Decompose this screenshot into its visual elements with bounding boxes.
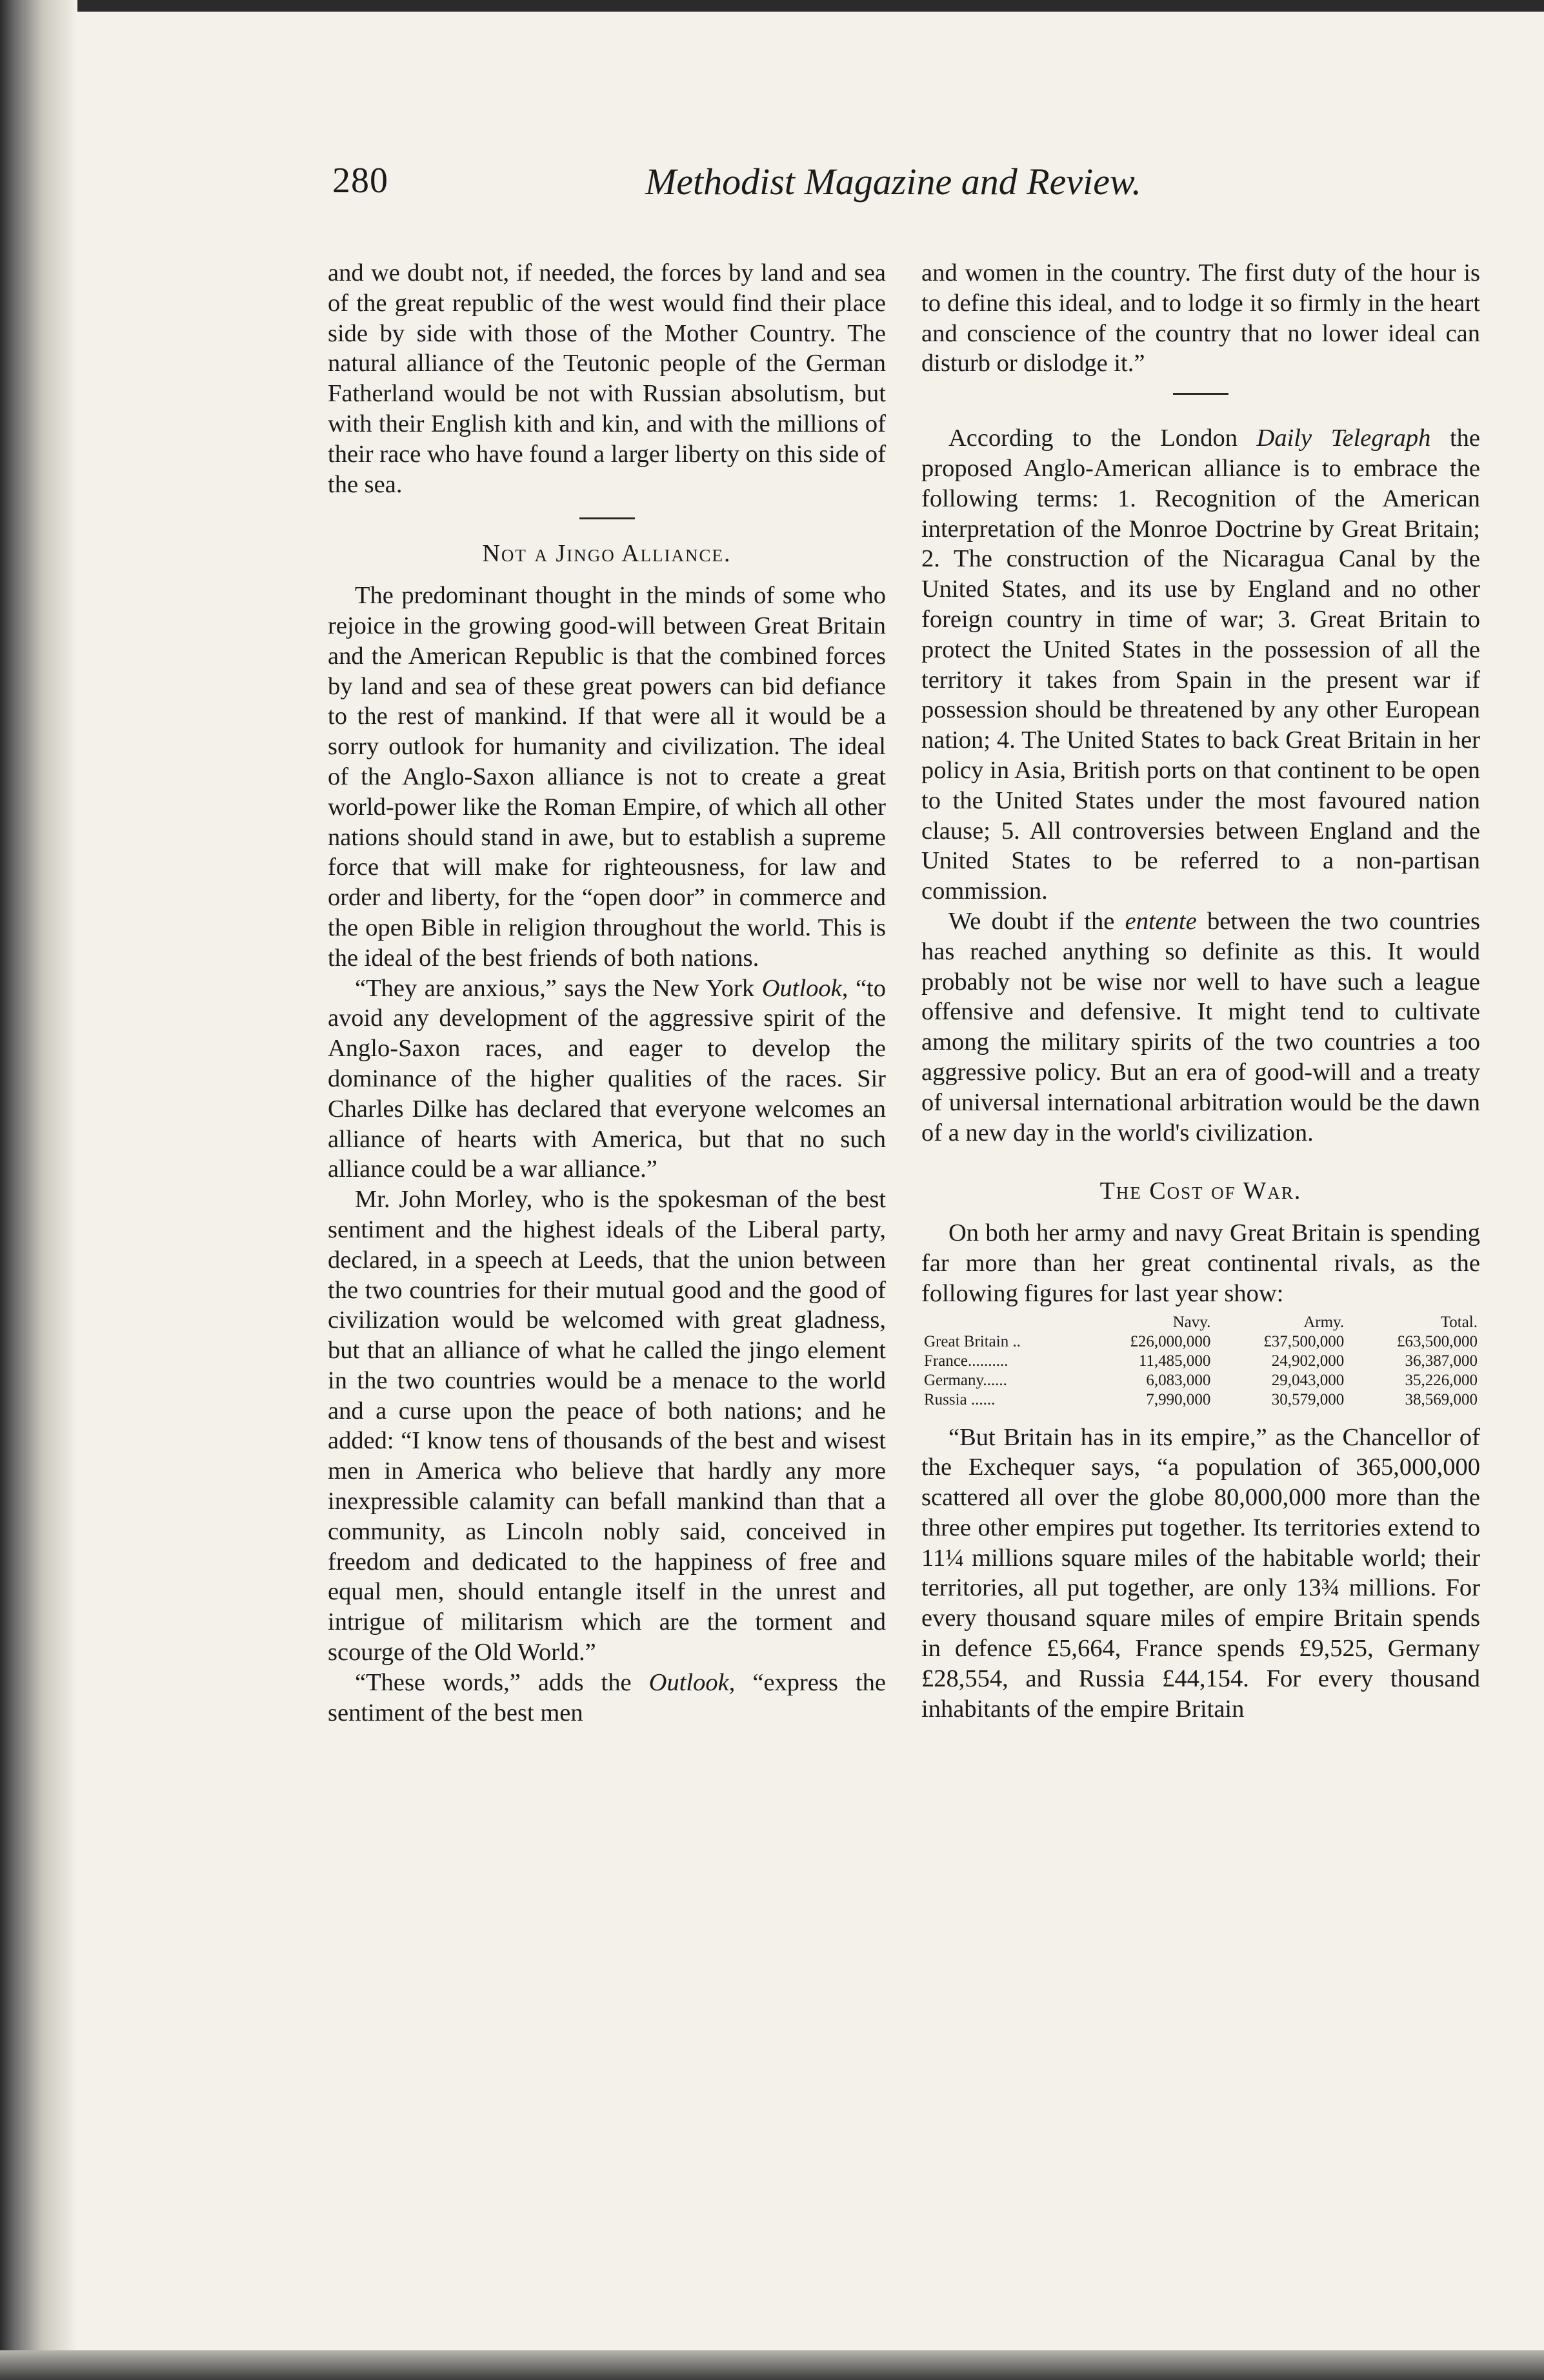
section-divider <box>1173 393 1228 395</box>
page-number: 280 <box>332 161 388 201</box>
table-cell: 11,485,000 <box>1138 1352 1211 1370</box>
paragraph: On both her army and navy Great Britain is spending far more than her great continental rivals, as the following figures for last year show: <box>921 1219 1480 1307</box>
table-row <box>921 1371 1480 1390</box>
book-binding-shadow <box>0 0 77 2380</box>
table-row <box>921 1390 1480 1410</box>
paragraph: The predominant thought in the minds of some who rejoice in the growing good-will between Great Britain and the American Republic is that the combined forces by land and sea of these great powers can bid defiance to the rest of mankind. If that were all it would be a sorry outlook for humanity and civilization. The ideal of the Anglo-Saxon alliance is not to create a great world-power like the Roman Empire, of which all other nations should stand in awe, but to establish a supreme force that will make for righteousness, for law and order and liberty, for the “open door” in commerce and the open Bible in religion throughout the world. This is the ideal of the best friends of both nations. <box>328 582 886 972</box>
section-heading-the-cost-of-war: The Cost of War. <box>1099 1177 1302 1205</box>
table-cell: £37,500,000 <box>1263 1332 1345 1350</box>
scan-bottom-edge <box>0 2350 1544 2380</box>
table-header-cell: Army. <box>1303 1313 1345 1331</box>
table-cell: Germany...... <box>924 1371 1007 1389</box>
table-row <box>921 1332 1480 1352</box>
table-cell: £26,000,000 <box>1130 1332 1211 1350</box>
paragraph: “These words,” adds the Outlook, “express the sentiment of the best men <box>328 1668 886 1726</box>
table-cell: 6,083,000 <box>1146 1371 1211 1389</box>
table-cell: 29,043,000 <box>1271 1371 1345 1389</box>
table-cell: 30,579,000 <box>1271 1390 1345 1408</box>
paragraph: “They are anxious,” says the New York Outlook, “to avoid any development of the aggressive spirit of the Anglo-Saxon races, and eager to develop the dominance of the higher qualities of the races. Sir Charles Dilke has declared that everyone welcomes an alliance of hearts with America, but that no such alliance could be a war alliance.” <box>328 974 887 1183</box>
table-cell: 24,902,000 <box>1271 1352 1345 1370</box>
table-cell: France.......... <box>924 1352 1008 1370</box>
table-cell: 36,387,000 <box>1405 1352 1478 1370</box>
table-cell: 7,990,000 <box>1146 1390 1211 1408</box>
table-header-cell: Total. <box>1440 1313 1478 1331</box>
running-title: Methodist Magazine and Review. <box>645 161 1141 203</box>
table-cell: Russia ...... <box>924 1390 996 1408</box>
paragraph: According to the London Daily Telegraph the proposed Anglo-American alliance is to embrace the following terms: 1. Recognition of the American interpretation of the Monroe Doctrine by Great Britain; 2. The construction of the Nicaragua Canal by the United States, and its use by England and no other foreign country in time of war; 3. Great Britain to protect the United States in the possession of all the territory it takes from Spain in the present war if possession should be threatened by any other European nation; 4. The United States to back Great Britain in her policy in Asia, British ports on that continent to be open to the United States under the most favoured nation clause; 5. All controversies between England and the United States to be referred to a non-partisan commission. <box>921 425 1480 905</box>
table-header-cell <box>921 1313 1080 1332</box>
section-divider <box>579 517 635 519</box>
table-header-cell: Navy. <box>1172 1313 1211 1331</box>
military-spending-table <box>921 1313 1480 1410</box>
paragraph: Mr. John Morley, who is the spokesman of the best sentiment and the highest ideals of the Liberal party, declared, in a speech at Leeds, that the union between the two countries for their mutual good and the good of civilization would be welcomed with great gladness, but that an alliance of what he called the jingo element in the two countries would be a menace to the world and a curse upon the peace of both nations; and he added: “I know tens of thousands of the best and wisest men in America who believe that hardly any more inexpressible calamity can befall mankind than that a community, as Lincoln nobly said, conceived in freedom and dedicated to the happiness of free and equal men, should entangle itself in the unrest and intrigue of militarism which are the torment and scourge of the Old World.” <box>328 1186 886 1666</box>
table-cell: Great Britain .. <box>924 1332 1021 1350</box>
table-cell: 35,226,000 <box>1405 1371 1478 1389</box>
left-column <box>328 258 886 1728</box>
table-cell: £63,500,000 <box>1397 1332 1478 1350</box>
right-column <box>921 258 1480 1724</box>
section-heading-not-a-jingo-alliance: Not a Jingo Alliance. <box>482 540 732 568</box>
scan-top-edge <box>0 0 1544 12</box>
paragraph: “But Britain has in its empire,” as the Chancellor of the Exchequer says, “a population of 365,000,000 scattered all over the globe 80,000,000 more than the three other empires put together. Its territories extend to 11¼ millions square miles of the habitable world; their territories, all put together, are only 13¾ millions. For every thousand square miles of empire Britain spends in defence £5,664, France spends £9,525, Germany £28,554, and Russia £44,154. For every thousand inhabitants of the empire Britain <box>921 1423 1480 1723</box>
table-row <box>921 1352 1480 1371</box>
paragraph: and we doubt not, if needed, the forces by land and sea of the great republic of the west would find their place side by side with those of the Mother Country. The natural alliance of the Teutonic people of the German Fatherland would be not with Russian absolutism, but with their English kith and kin, and with the millions of their race who have found a larger liberty on this side of the sea. <box>328 259 886 498</box>
paragraph: and women in the country. The first duty of the hour is to define this ideal, and to lodge it so firmly in the heart and conscience of the country that no lower ideal can disturb or dislodge it.” <box>921 259 1480 377</box>
table-cell: 38,569,000 <box>1405 1390 1478 1408</box>
paragraph: We doubt if the entente between the two countries has reached anything so definite as this. It would probably not be wise nor well to have such a league offensive and defensive. It might tend to cultivate among the military spirits of the two countries a too aggressive policy. But an era of good-will and a treaty of universal international arbitration would be the dawn of a new day in the world's civilization. <box>921 907 1480 1146</box>
table-header-row <box>921 1313 1480 1332</box>
